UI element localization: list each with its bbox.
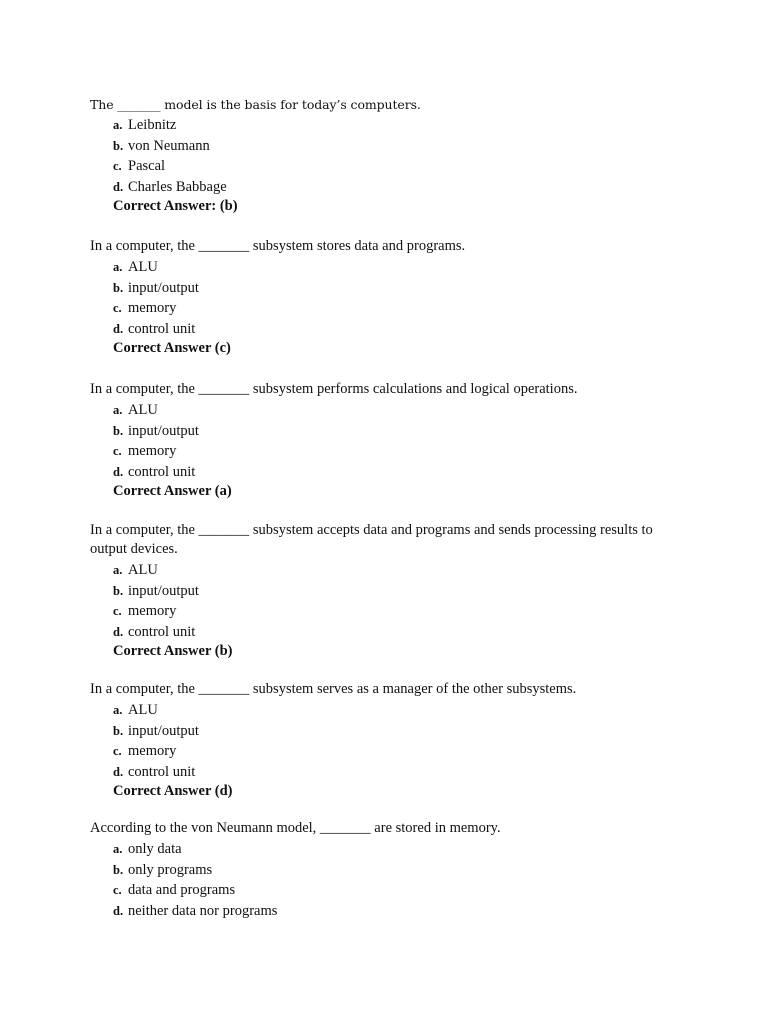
option-b: [113, 721, 700, 742]
option-text: input/output: [128, 582, 199, 599]
option-text: Leibnitz: [128, 117, 177, 133]
options-list: [113, 839, 700, 921]
option-b: [113, 860, 700, 881]
option-letter: d.: [113, 464, 124, 479]
question-stem: In a computer, the _______ subsystem stores data and programs.: [90, 238, 466, 254]
question-3: [90, 380, 700, 501]
option-text: ALU: [128, 562, 158, 578]
option-letter: c.: [113, 604, 122, 619]
option-a: [113, 115, 700, 136]
option-text: memory: [128, 603, 177, 620]
option-text: ALU: [128, 702, 158, 718]
option-text: control unit: [128, 320, 196, 337]
option-text: Charles Babbage: [128, 178, 227, 195]
correct-answer: Correct Answer (a): [113, 483, 232, 500]
option-letter: b.: [113, 583, 124, 598]
option-d: [113, 622, 690, 643]
option-b: [113, 421, 700, 442]
option-a: [113, 400, 700, 421]
option-a: [113, 257, 700, 278]
option-text: memory: [128, 743, 177, 760]
option-c: [113, 441, 700, 462]
option-text: data and programs: [128, 882, 236, 899]
correct-answer: Correct Answer (b): [113, 643, 233, 660]
options-list: [113, 400, 700, 482]
option-letter: a.: [113, 403, 123, 417]
option-text: control unit: [128, 623, 196, 640]
option-d: [113, 762, 700, 783]
option-b: [113, 136, 700, 157]
question-stem: In a computer, the _______ subsystem performs calculations and logical operations.: [90, 381, 578, 397]
option-letter: b.: [113, 138, 124, 153]
option-letter: b.: [113, 723, 124, 738]
option-text: neither data nor programs: [128, 902, 278, 919]
option-letter: b.: [113, 280, 124, 295]
question-2: [90, 237, 700, 358]
option-c: [113, 880, 700, 901]
option-letter: d.: [113, 624, 124, 639]
option-d: [113, 177, 700, 198]
option-text: control unit: [128, 463, 196, 480]
option-letter: b.: [113, 862, 124, 877]
options-list: [113, 257, 700, 339]
correct-answer: Correct Answer (d): [113, 783, 233, 800]
question-stem: According to the von Neumann model, _______ are stored in memory.: [90, 820, 501, 836]
option-b: [113, 581, 690, 602]
option-a: [113, 700, 700, 721]
option-letter: d.: [113, 903, 124, 918]
option-letter: a.: [113, 260, 123, 274]
option-letter: c.: [113, 301, 122, 316]
question-4: [90, 521, 690, 661]
option-text: ALU: [128, 259, 158, 275]
option-text: input/output: [128, 722, 199, 739]
option-letter: c.: [113, 744, 122, 759]
question-1: [90, 95, 700, 216]
option-letter: b.: [113, 423, 124, 438]
option-text: memory: [128, 300, 177, 317]
option-text: control unit: [128, 763, 196, 780]
option-letter: c.: [113, 883, 122, 898]
option-text: memory: [128, 443, 177, 460]
option-letter: c.: [113, 444, 122, 459]
question-stem: The _______ model is the basis for today’s computers.: [90, 97, 421, 112]
option-d: [113, 901, 700, 922]
option-a: [113, 560, 690, 581]
option-letter: a.: [113, 118, 123, 132]
question-stem: In a computer, the _______ subsystem serves as a manager of the other subsystems.: [90, 681, 577, 697]
option-a: [113, 839, 700, 860]
option-text: only data: [128, 841, 182, 857]
option-text: input/output: [128, 422, 199, 439]
options-list: [113, 700, 700, 782]
option-text: only programs: [128, 861, 213, 878]
option-letter: d.: [113, 321, 124, 336]
option-text: von Neumann: [128, 137, 210, 154]
option-letter: d.: [113, 764, 124, 779]
option-letter: d.: [113, 179, 124, 194]
option-letter: a.: [113, 842, 123, 856]
option-b: [113, 278, 700, 299]
option-d: [113, 462, 700, 483]
option-c: [113, 156, 700, 177]
option-letter: a.: [113, 703, 123, 717]
option-text: Pascal: [128, 158, 166, 175]
option-c: [113, 298, 700, 319]
options-list: [113, 560, 690, 642]
option-c: [113, 601, 690, 622]
option-text: ALU: [128, 402, 158, 418]
question-6: [90, 819, 700, 921]
option-letter: a.: [113, 563, 123, 577]
question-stem: In a computer, the _______ subsystem accepts data and programs and sends processing results to output devices.: [90, 522, 653, 557]
option-d: [113, 319, 700, 340]
options-list: [113, 115, 700, 197]
question-5: [90, 680, 700, 801]
option-text: input/output: [128, 279, 199, 296]
correct-answer: Correct Answer: (b): [113, 198, 238, 215]
option-c: [113, 741, 700, 762]
correct-answer: Correct Answer (c): [113, 340, 231, 357]
option-letter: c.: [113, 159, 122, 174]
